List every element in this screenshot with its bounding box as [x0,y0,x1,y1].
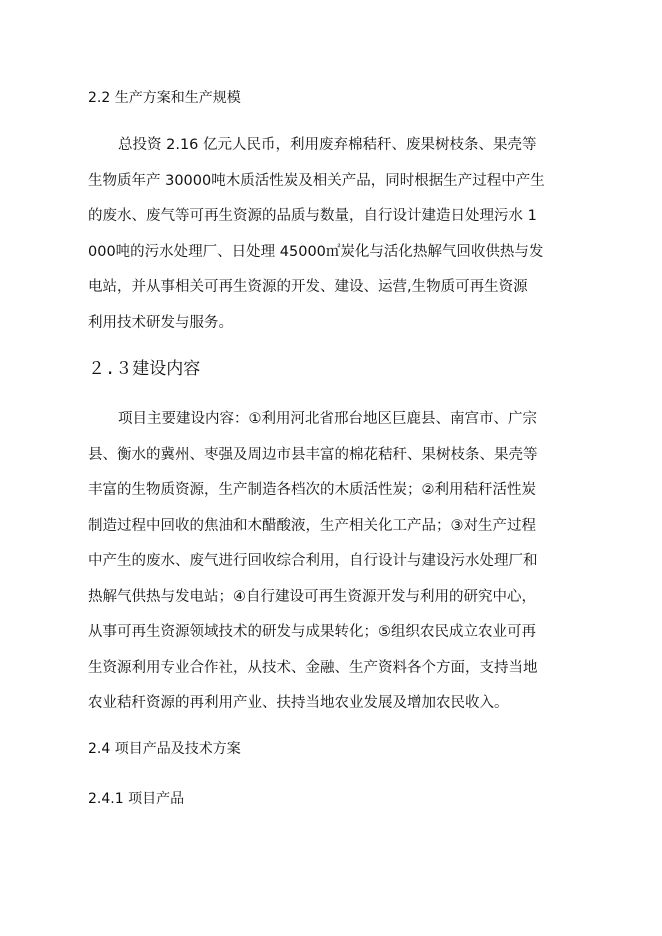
paragraph-line: 利用技术研发与服务。 [88,314,233,331]
section-heading-2-4-1: 2.4.1 项目产品 [88,791,185,807]
section-heading-2-2: 2.2 生产方案和生产规模 [88,90,241,106]
paragraph-line: 中产生的废水、废气进行回收综合利用，自行设计与建设污水处理厂和 [88,553,538,569]
paragraph-line: 生物质年产 30000吨木质活性炭及相关产品，同时根据生产过程中产生 [88,172,545,189]
paragraph-line: 丰富的生物质资源，生产制造各档次的木质活性炭；②利用秸秆活性炭 [88,482,536,498]
paragraph-line: 000吨的污水处理厂、日处理 45000㎡炭化与活化热解气回收供热与发 [88,243,544,260]
paragraph-line: 的废水、废气等可再生资源的品质与数量，自行设计建造日处理污水 1 [88,208,537,224]
paragraph-construction-content [88,402,574,722]
paragraph-production-scale [88,128,574,341]
paragraph-line: 农业秸秆资源的再利用产业、扶持当地农业发展及增加农民收入。 [88,695,509,711]
paragraph-line: 从事可再生资源领域技术的研发与成果转化；⑤组织农民成立农业可再 [88,624,536,640]
paragraph-line: 热解气供热与发电站；④自行建设可再生资源开发与利用的研究中心， [88,588,536,605]
paragraph-line: 项目主要建设内容：①利用河北省邢台地区巨鹿县、南宫市、广宗 [118,411,537,427]
paragraph-line: 县、衡水的冀州、枣强及周边市县丰富的棉花秸秆、果树枝条、果壳等 [88,446,538,463]
paragraph-line: 制造过程中回收的焦油和木醋酸液，生产相关化工产品；③对生产过程 [88,517,536,534]
paragraph-line: 总投资 2.16 亿元人民币，利用废弃棉秸秆、废果树枝条、果壳等 [118,137,537,153]
paragraph-line: 生资源利用专业合作社，从技术、金融、生产资料各个方面，支持当地 [88,659,538,676]
section-heading-2-3: ２.３建设内容 [88,359,201,379]
section-heading-2-4: 2.4 项目产品及技术方案 [88,741,241,757]
paragraph-line: 电站，并从事相关可再生资源的开发、建设、运营,生物质可再生资源 [88,279,528,295]
